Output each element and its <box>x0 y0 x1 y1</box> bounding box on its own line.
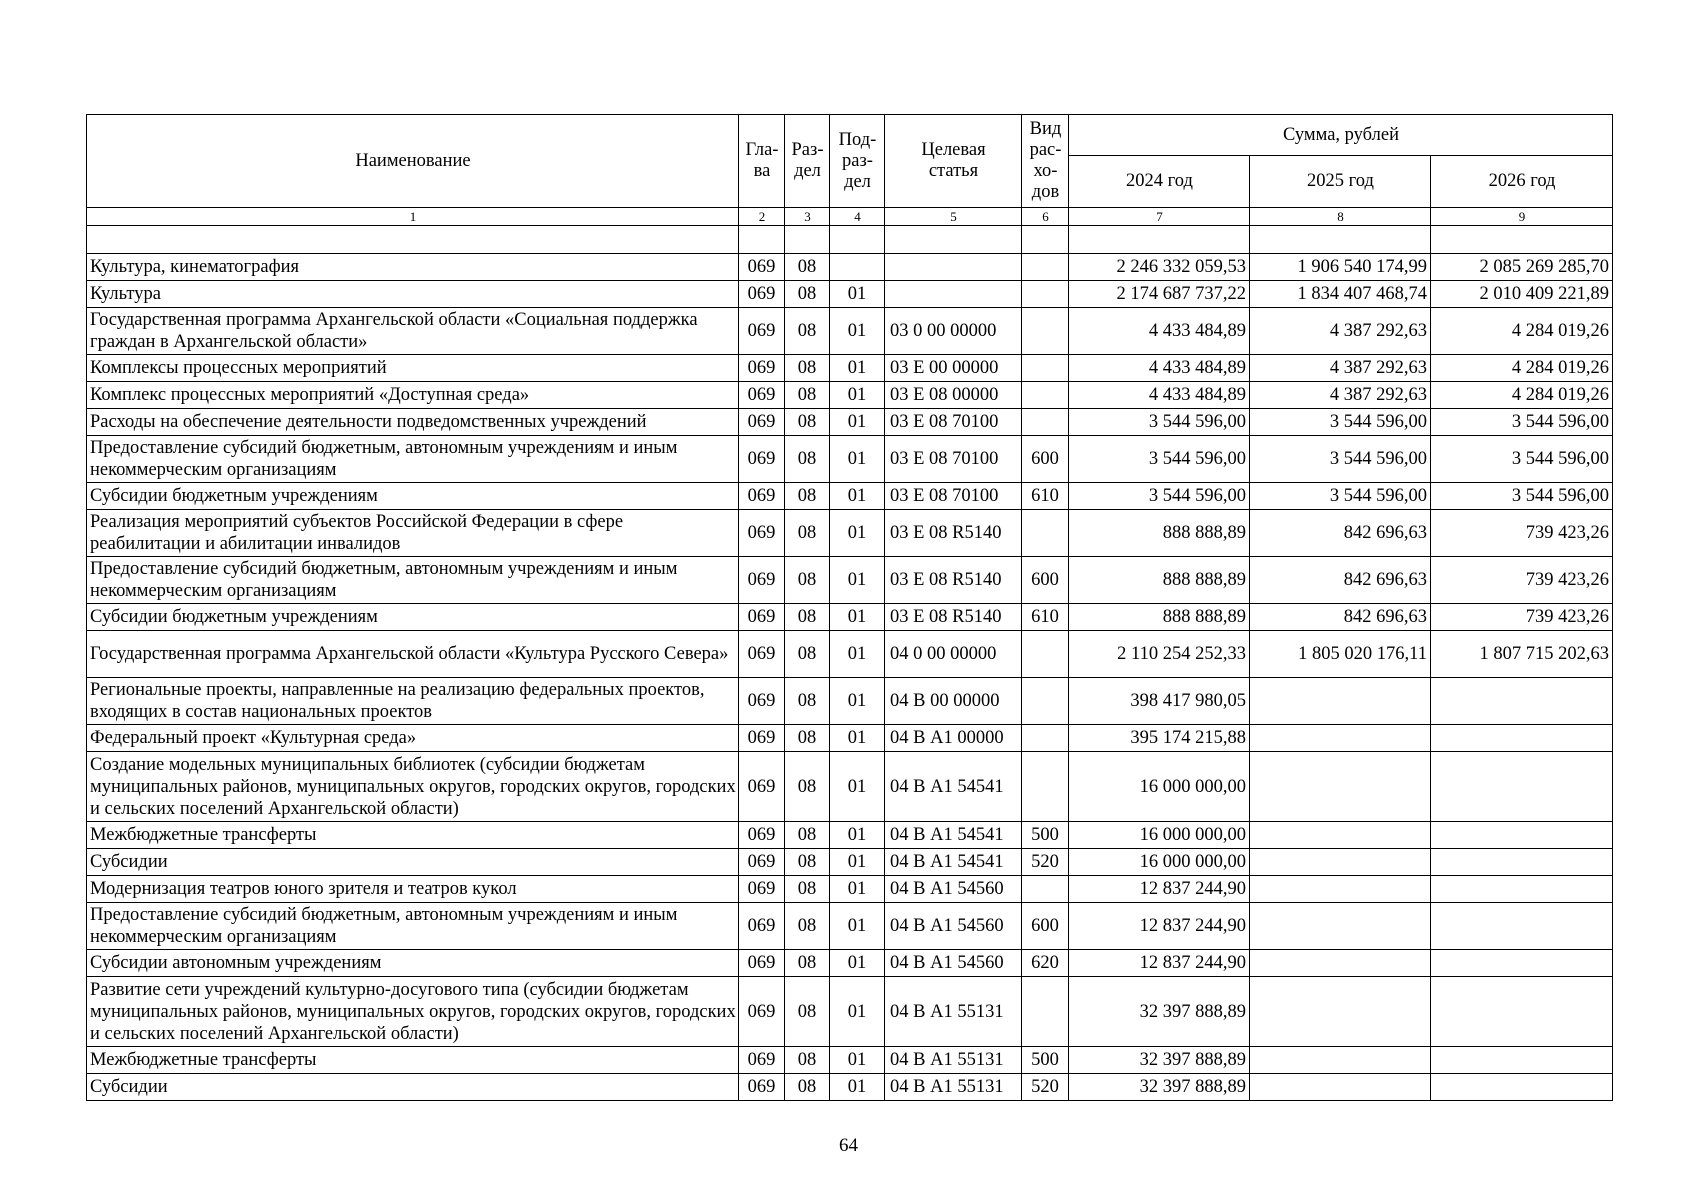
row-razdel: 08 <box>785 950 830 977</box>
row-sum-2025: 1 906 540 174,99 <box>1250 254 1431 281</box>
row-celevaya-statya: 04 0 00 00000 <box>885 631 1022 678</box>
row-celevaya-statya <box>885 254 1022 281</box>
row-razdel: 08 <box>785 557 830 604</box>
row-razdel: 08 <box>785 604 830 631</box>
row-celevaya-statya: 04 В А1 54560 <box>885 876 1022 903</box>
row-glava: 069 <box>739 557 785 604</box>
row-celevaya-statya: 04 В А1 54541 <box>885 822 1022 849</box>
row-podrazdel: 01 <box>830 849 885 876</box>
row-sum-2024: 2 246 332 059,53 <box>1069 254 1250 281</box>
table-row <box>87 1074 1613 1101</box>
row-razdel: 08 <box>785 254 830 281</box>
row-celevaya-statya: 03 Е 08 00000 <box>885 382 1022 409</box>
row-celevaya-statya: 04 В А1 54541 <box>885 752 1022 822</box>
row-glava: 069 <box>739 725 785 752</box>
row-glava: 069 <box>739 308 785 355</box>
row-sum-2024: 16 000 000,00 <box>1069 822 1250 849</box>
row-name: Субсидии <box>87 849 739 876</box>
row-glava: 069 <box>739 977 785 1047</box>
row-sum-2024: 32 397 888,89 <box>1069 977 1250 1047</box>
row-vid-raskhodov: 610 <box>1022 604 1069 631</box>
row-razdel: 08 <box>785 510 830 557</box>
row-celevaya-statya: 04 В А1 54560 <box>885 950 1022 977</box>
row-name: Предоставление субсидий бюджетным, автономным учреждениям и иным некоммерческим организациям <box>87 557 739 604</box>
row-celevaya-statya: 04 В А1 55131 <box>885 1074 1022 1101</box>
row-celevaya-statya: 04 В А1 54560 <box>885 903 1022 950</box>
row-sum-2025: 1 805 020 176,11 <box>1250 631 1431 678</box>
row-sum-2025: 1 834 407 468,74 <box>1250 281 1431 308</box>
row-sum-2026 <box>1431 678 1613 725</box>
blank-row <box>87 226 1613 254</box>
table-row <box>87 678 1613 725</box>
row-razdel: 08 <box>785 678 830 725</box>
row-glava: 069 <box>739 903 785 950</box>
row-sum-2026 <box>1431 1074 1613 1101</box>
row-name: Комплекс процессных мероприятий «Доступная среда» <box>87 382 739 409</box>
row-celevaya-statya: 04 В А1 55131 <box>885 1047 1022 1074</box>
table-row <box>87 977 1613 1047</box>
table-row <box>87 604 1613 631</box>
row-name: Межбюджетные трансферты <box>87 822 739 849</box>
row-sum-2025: 3 544 596,00 <box>1250 409 1431 436</box>
row-razdel: 08 <box>785 355 830 382</box>
row-sum-2026 <box>1431 822 1613 849</box>
row-razdel: 08 <box>785 876 830 903</box>
row-sum-2025: 4 387 292,63 <box>1250 382 1431 409</box>
row-razdel: 08 <box>785 1047 830 1074</box>
header-year-2025: 2025 год <box>1250 156 1431 208</box>
row-sum-2024: 3 544 596,00 <box>1069 409 1250 436</box>
table-row <box>87 950 1613 977</box>
row-celevaya-statya: 03 Е 00 00000 <box>885 355 1022 382</box>
row-sum-2025 <box>1250 849 1431 876</box>
row-glava: 069 <box>739 1074 785 1101</box>
row-sum-2025 <box>1250 903 1431 950</box>
table-row <box>87 436 1613 483</box>
row-podrazdel: 01 <box>830 557 885 604</box>
row-sum-2026: 4 284 019,26 <box>1431 308 1613 355</box>
row-sum-2026 <box>1431 903 1613 950</box>
table-row <box>87 557 1613 604</box>
row-sum-2026: 739 423,26 <box>1431 510 1613 557</box>
column-number: 3 <box>785 208 830 226</box>
row-celevaya-statya: 04 В 00 00000 <box>885 678 1022 725</box>
row-glava: 069 <box>739 631 785 678</box>
row-name: Субсидии автономным учреждениям <box>87 950 739 977</box>
table-row <box>87 822 1613 849</box>
row-sum-2026: 4 284 019,26 <box>1431 382 1613 409</box>
row-podrazdel: 01 <box>830 1074 885 1101</box>
row-vid-raskhodov <box>1022 631 1069 678</box>
row-vid-raskhodov: 500 <box>1022 1047 1069 1074</box>
row-name: Государственная программа Архангельской области «Социальная поддержка граждан в Архангельской области» <box>87 308 739 355</box>
row-celevaya-statya: 03 Е 08 R5140 <box>885 510 1022 557</box>
header-year-2026: 2026 год <box>1431 156 1613 208</box>
table-row <box>87 510 1613 557</box>
row-sum-2025: 842 696,63 <box>1250 557 1431 604</box>
row-glava: 069 <box>739 510 785 557</box>
row-name: Государственная программа Архангельской области «Культура Русского Севера» <box>87 631 739 678</box>
row-name: Культура, кинематография <box>87 254 739 281</box>
row-sum-2024: 4 433 484,89 <box>1069 382 1250 409</box>
row-sum-2024: 12 837 244,90 <box>1069 876 1250 903</box>
row-sum-2026: 3 544 596,00 <box>1431 409 1613 436</box>
column-number: 8 <box>1250 208 1431 226</box>
row-sum-2026: 1 807 715 202,63 <box>1431 631 1613 678</box>
row-sum-2024: 2 110 254 252,33 <box>1069 631 1250 678</box>
row-sum-2025 <box>1250 725 1431 752</box>
column-number: 1 <box>87 208 739 226</box>
table-row <box>87 725 1613 752</box>
row-sum-2026: 3 544 596,00 <box>1431 483 1613 510</box>
row-sum-2024: 888 888,89 <box>1069 557 1250 604</box>
table-row <box>87 254 1613 281</box>
row-glava: 069 <box>739 382 785 409</box>
row-vid-raskhodov <box>1022 254 1069 281</box>
header-year-2024: 2024 год <box>1069 156 1250 208</box>
row-sum-2024: 888 888,89 <box>1069 510 1250 557</box>
row-podrazdel: 01 <box>830 903 885 950</box>
row-celevaya-statya: 03 Е 08 R5140 <box>885 604 1022 631</box>
table-row <box>87 1047 1613 1074</box>
row-sum-2026 <box>1431 725 1613 752</box>
row-sum-2024: 3 544 596,00 <box>1069 436 1250 483</box>
table-row <box>87 409 1613 436</box>
row-sum-2025 <box>1250 1047 1431 1074</box>
row-glava: 069 <box>739 604 785 631</box>
row-podrazdel: 01 <box>830 409 885 436</box>
table-row <box>87 903 1613 950</box>
row-vid-raskhodov <box>1022 281 1069 308</box>
table-row <box>87 281 1613 308</box>
row-name: Создание модельных муниципальных библиотек (субсидии бюджетам муниципальных районов, муниципальных округов, городских округов, городских и сельских поселений Архангельской области) <box>87 752 739 822</box>
column-number: 6 <box>1022 208 1069 226</box>
header-summa: Сумма, рублей <box>1069 115 1613 156</box>
row-glava: 069 <box>739 254 785 281</box>
row-celevaya-statya: 04 В А1 54541 <box>885 849 1022 876</box>
row-vid-raskhodov <box>1022 678 1069 725</box>
row-glava: 069 <box>739 678 785 725</box>
row-name: Субсидии бюджетным учреждениям <box>87 604 739 631</box>
row-vid-raskhodov: 610 <box>1022 483 1069 510</box>
row-podrazdel <box>830 254 885 281</box>
row-glava: 069 <box>739 1047 785 1074</box>
row-sum-2025 <box>1250 822 1431 849</box>
row-glava: 069 <box>739 436 785 483</box>
row-glava: 069 <box>739 355 785 382</box>
row-name: Региональные проекты, направленные на реализацию федеральных проектов, входящих в состав национальных проектов <box>87 678 739 725</box>
row-sum-2026 <box>1431 752 1613 822</box>
row-sum-2024: 3 544 596,00 <box>1069 483 1250 510</box>
row-razdel: 08 <box>785 308 830 355</box>
row-podrazdel: 01 <box>830 752 885 822</box>
page-number: 64 <box>839 1135 858 1156</box>
row-sum-2025 <box>1250 752 1431 822</box>
row-podrazdel: 01 <box>830 631 885 678</box>
row-celevaya-statya: 03 0 00 00000 <box>885 308 1022 355</box>
row-podrazdel: 01 <box>830 483 885 510</box>
row-name: Предоставление субсидий бюджетным, автономным учреждениям и иным некоммерческим организациям <box>87 436 739 483</box>
header-name: Наименование <box>87 115 739 208</box>
table-row <box>87 849 1613 876</box>
row-podrazdel: 01 <box>830 822 885 849</box>
row-celevaya-statya: 03 Е 08 R5140 <box>885 557 1022 604</box>
row-name: Комплексы процессных мероприятий <box>87 355 739 382</box>
row-razdel: 08 <box>785 903 830 950</box>
column-number: 2 <box>739 208 785 226</box>
row-vid-raskhodov: 600 <box>1022 903 1069 950</box>
row-razdel: 08 <box>785 483 830 510</box>
row-vid-raskhodov: 520 <box>1022 1074 1069 1101</box>
row-vid-raskhodov <box>1022 752 1069 822</box>
row-sum-2026: 739 423,26 <box>1431 557 1613 604</box>
row-name: Реализация мероприятий субъектов Российской Федерации в сфере реабилитации и абилитации инвалидов <box>87 510 739 557</box>
row-vid-raskhodov: 600 <box>1022 436 1069 483</box>
row-vid-raskhodov: 600 <box>1022 557 1069 604</box>
row-glava: 069 <box>739 752 785 822</box>
row-sum-2024: 32 397 888,89 <box>1069 1074 1250 1101</box>
row-name: Модернизация театров юного зрителя и театров кукол <box>87 876 739 903</box>
table-body <box>87 254 1613 1101</box>
column-number: 7 <box>1069 208 1250 226</box>
column-number: 9 <box>1431 208 1613 226</box>
row-sum-2024: 888 888,89 <box>1069 604 1250 631</box>
header-celevaya-statya: Целевая статья <box>885 115 1022 208</box>
row-podrazdel: 01 <box>830 382 885 409</box>
header-podrazdel: Под- раз- дел <box>830 115 885 208</box>
row-name: Федеральный проект «Культурная среда» <box>87 725 739 752</box>
row-sum-2026 <box>1431 1047 1613 1074</box>
table-row <box>87 631 1613 678</box>
row-razdel: 08 <box>785 281 830 308</box>
row-podrazdel: 01 <box>830 876 885 903</box>
row-sum-2024: 16 000 000,00 <box>1069 849 1250 876</box>
row-celevaya-statya: 04 В А1 00000 <box>885 725 1022 752</box>
row-sum-2025: 842 696,63 <box>1250 510 1431 557</box>
row-glava: 069 <box>739 876 785 903</box>
row-podrazdel: 01 <box>830 1047 885 1074</box>
row-sum-2026 <box>1431 950 1613 977</box>
row-celevaya-statya: 03 Е 08 70100 <box>885 409 1022 436</box>
row-glava: 069 <box>739 849 785 876</box>
row-vid-raskhodov <box>1022 308 1069 355</box>
row-razdel: 08 <box>785 409 830 436</box>
row-sum-2024: 12 837 244,90 <box>1069 950 1250 977</box>
row-sum-2025 <box>1250 950 1431 977</box>
header-razdel: Раз- дел <box>785 115 830 208</box>
row-sum-2025: 3 544 596,00 <box>1250 483 1431 510</box>
row-sum-2025 <box>1250 678 1431 725</box>
table-row <box>87 752 1613 822</box>
column-number: 4 <box>830 208 885 226</box>
row-sum-2026 <box>1431 977 1613 1047</box>
row-razdel: 08 <box>785 436 830 483</box>
row-sum-2025: 842 696,63 <box>1250 604 1431 631</box>
row-glava: 069 <box>739 822 785 849</box>
row-name: Субсидии <box>87 1074 739 1101</box>
row-sum-2026 <box>1431 876 1613 903</box>
row-razdel: 08 <box>785 849 830 876</box>
row-name: Субсидии бюджетным учреждениям <box>87 483 739 510</box>
row-celevaya-statya: 04 В А1 55131 <box>885 977 1022 1047</box>
row-sum-2024: 2 174 687 737,22 <box>1069 281 1250 308</box>
row-razdel: 08 <box>785 725 830 752</box>
row-podrazdel: 01 <box>830 355 885 382</box>
row-vid-raskhodov: 500 <box>1022 822 1069 849</box>
header-vid-raskhodov: Вид рас- хо- дов <box>1022 115 1069 208</box>
row-podrazdel: 01 <box>830 678 885 725</box>
row-name: Культура <box>87 281 739 308</box>
row-podrazdel: 01 <box>830 950 885 977</box>
table-row <box>87 876 1613 903</box>
row-glava: 069 <box>739 281 785 308</box>
row-podrazdel: 01 <box>830 436 885 483</box>
row-sum-2026: 2 085 269 285,70 <box>1431 254 1613 281</box>
row-sum-2026: 2 010 409 221,89 <box>1431 281 1613 308</box>
row-name: Межбюджетные трансферты <box>87 1047 739 1074</box>
row-sum-2026: 3 544 596,00 <box>1431 436 1613 483</box>
row-celevaya-statya: 03 Е 08 70100 <box>885 483 1022 510</box>
header-glava: Гла- ва <box>739 115 785 208</box>
row-sum-2026: 4 284 019,26 <box>1431 355 1613 382</box>
row-sum-2024: 395 174 215,88 <box>1069 725 1250 752</box>
row-glava: 069 <box>739 483 785 510</box>
row-razdel: 08 <box>785 977 830 1047</box>
row-podrazdel: 01 <box>830 281 885 308</box>
row-podrazdel: 01 <box>830 510 885 557</box>
table-row <box>87 308 1613 355</box>
row-celevaya-statya <box>885 281 1022 308</box>
row-podrazdel: 01 <box>830 977 885 1047</box>
row-glava: 069 <box>739 950 785 977</box>
row-sum-2024: 12 837 244,90 <box>1069 903 1250 950</box>
row-sum-2025: 3 544 596,00 <box>1250 436 1431 483</box>
table-row <box>87 483 1613 510</box>
row-razdel: 08 <box>785 1074 830 1101</box>
row-sum-2026: 739 423,26 <box>1431 604 1613 631</box>
row-vid-raskhodov <box>1022 510 1069 557</box>
row-sum-2024: 4 433 484,89 <box>1069 308 1250 355</box>
row-vid-raskhodov <box>1022 977 1069 1047</box>
column-numbers-row <box>87 208 1613 226</box>
row-sum-2025 <box>1250 876 1431 903</box>
row-name: Предоставление субсидий бюджетным, автономным учреждениям и иным некоммерческим организациям <box>87 903 739 950</box>
row-sum-2024: 4 433 484,89 <box>1069 355 1250 382</box>
table-row <box>87 382 1613 409</box>
row-razdel: 08 <box>785 822 830 849</box>
row-vid-raskhodov: 520 <box>1022 849 1069 876</box>
row-sum-2026 <box>1431 849 1613 876</box>
row-glava: 069 <box>739 409 785 436</box>
row-celevaya-statya: 03 Е 08 70100 <box>885 436 1022 483</box>
row-podrazdel: 01 <box>830 308 885 355</box>
row-vid-raskhodov <box>1022 355 1069 382</box>
row-sum-2025: 4 387 292,63 <box>1250 355 1431 382</box>
row-podrazdel: 01 <box>830 725 885 752</box>
row-sum-2024: 398 417 980,05 <box>1069 678 1250 725</box>
row-razdel: 08 <box>785 752 830 822</box>
row-name: Развитие сети учреждений культурно-досугового типа (субсидии бюджетам муниципальных районов, муниципальных округов, городских округов, городских и сельских поселений Архангельской области) <box>87 977 739 1047</box>
row-razdel: 08 <box>785 631 830 678</box>
table-row <box>87 355 1613 382</box>
row-vid-raskhodov <box>1022 382 1069 409</box>
row-vid-raskhodov: 620 <box>1022 950 1069 977</box>
row-vid-raskhodov <box>1022 409 1069 436</box>
row-razdel: 08 <box>785 382 830 409</box>
row-vid-raskhodov <box>1022 725 1069 752</box>
column-number: 5 <box>885 208 1022 226</box>
row-sum-2024: 16 000 000,00 <box>1069 752 1250 822</box>
budget-table <box>86 114 1613 1101</box>
row-sum-2025: 4 387 292,63 <box>1250 308 1431 355</box>
row-name: Расходы на обеспечение деятельности подведомственных учреждений <box>87 409 739 436</box>
row-sum-2025 <box>1250 977 1431 1047</box>
row-sum-2024: 32 397 888,89 <box>1069 1047 1250 1074</box>
row-vid-raskhodov <box>1022 876 1069 903</box>
row-sum-2025 <box>1250 1074 1431 1101</box>
row-podrazdel: 01 <box>830 604 885 631</box>
